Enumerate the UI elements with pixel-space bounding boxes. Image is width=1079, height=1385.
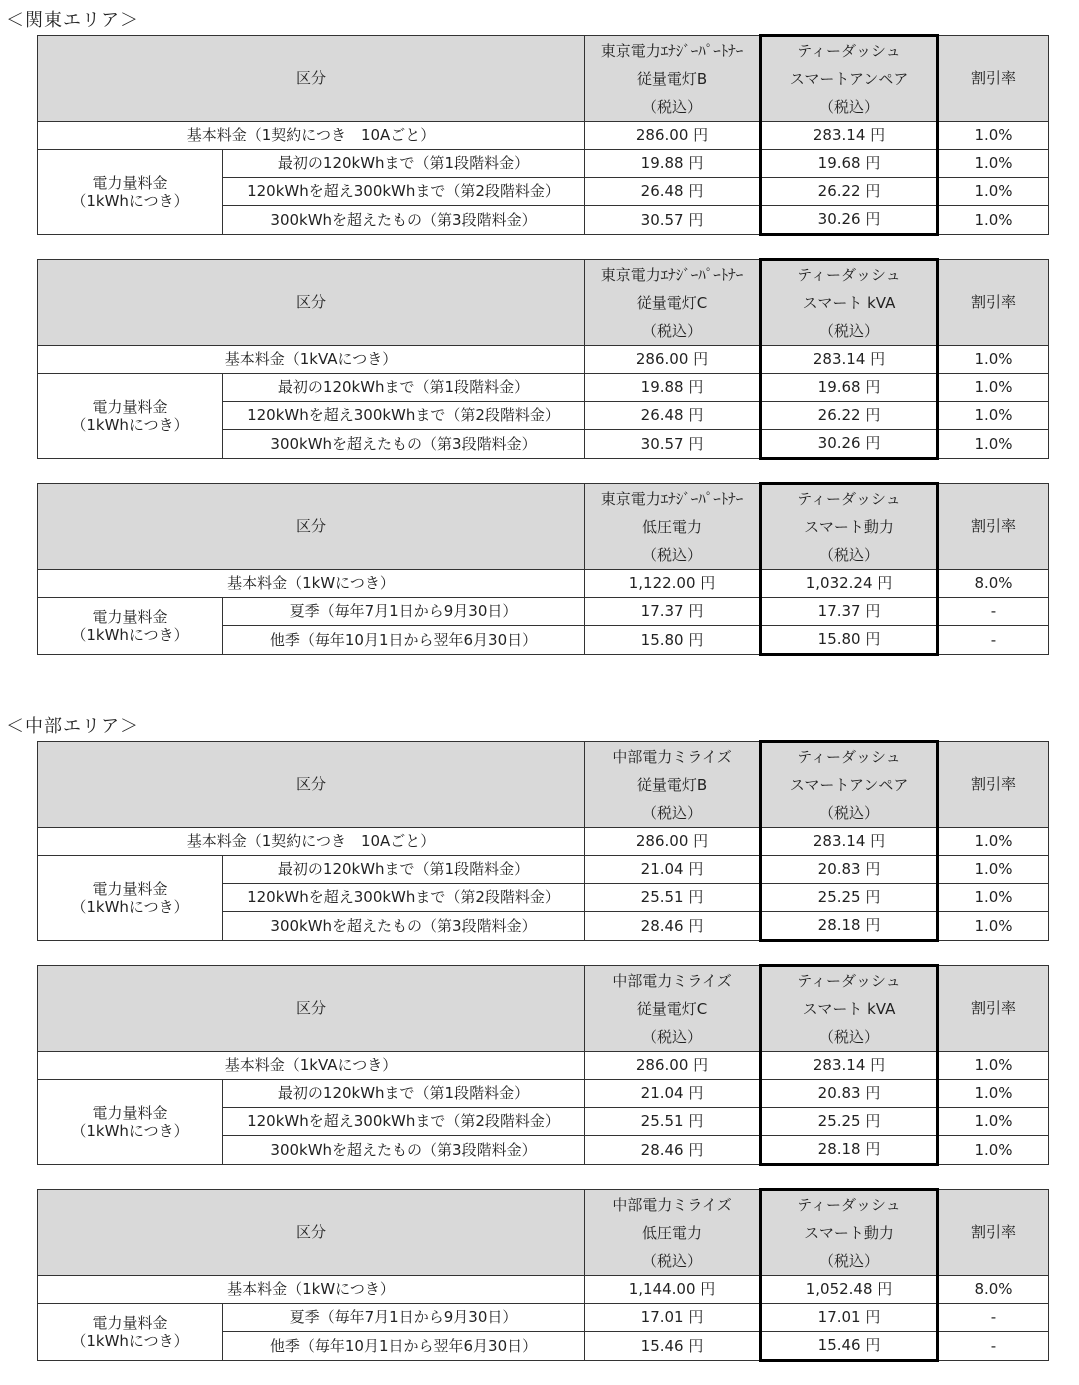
company-price: 17.01 円 (585, 1304, 761, 1332)
tdash-price: 26.22 円 (761, 402, 938, 430)
energy-charge-title: 電力量料金 (92, 1104, 168, 1122)
base-fee-row (38, 570, 1049, 598)
company-price: 26.48 円 (585, 402, 761, 430)
discount-rate: 1.0% (938, 912, 1049, 941)
company-name: 東京電力ｴﾅｼﾞｰﾊﾟｰﾄﾅｰ (600, 265, 744, 284)
discount-header: 割引率 (938, 484, 1049, 570)
discount-rate: - (938, 598, 1049, 626)
company-price: 19.88 円 (585, 150, 761, 178)
energy-charge-label (38, 598, 223, 655)
tdash-plan-name: スマート kVA (802, 1000, 896, 1018)
company-name: 中部電力ミライズ (612, 1195, 732, 1214)
kanto-rate-table-c (37, 258, 1049, 460)
base-fee-row (38, 122, 1049, 150)
tdash-price: 1,052.48 円 (761, 1276, 938, 1304)
tdash-plan-header (761, 260, 938, 346)
energy-charge-title: 電力量料金 (92, 880, 168, 898)
table-row (38, 1080, 1049, 1108)
base-fee-label: 基本料金（1契約につき 10Aごと） (38, 828, 585, 856)
company-price: 286.00 円 (585, 828, 761, 856)
chubu-area-title: ＜中部エリア＞ (6, 716, 139, 737)
discount-rate: 1.0% (938, 374, 1049, 402)
discount-rate: 1.0% (938, 178, 1049, 206)
plan-name: 従量電灯C (636, 293, 708, 312)
season-label: 他季（毎年10月1日から翌年6月30日） (223, 626, 585, 655)
discount-rate: 1.0% (938, 346, 1049, 374)
tdash-price: 283.14 円 (761, 122, 938, 150)
company-name: 中部電力ミライズ (612, 747, 732, 766)
tdash-plan-name: スマート動力 (804, 1224, 894, 1242)
company-price: 1,144.00 円 (585, 1276, 761, 1304)
tax-note: （税込） (819, 546, 880, 564)
discount-rate: 8.0% (938, 570, 1049, 598)
category-header: 区分 (38, 1190, 585, 1276)
plan-name: 従量電灯B (636, 69, 708, 88)
energy-charge-label (38, 856, 223, 941)
company-price: 15.80 円 (585, 626, 761, 655)
company-plan-header (585, 260, 761, 346)
base-fee-label: 基本料金（1kVAにつき） (38, 1052, 585, 1080)
discount-rate: 1.0% (938, 430, 1049, 459)
base-fee-row (38, 346, 1049, 374)
tdash-price: 1,032.24 円 (761, 570, 938, 598)
table-header-row (38, 1190, 1049, 1276)
table-header-row (38, 260, 1049, 346)
tdash-name: ティーダッシュ (797, 42, 901, 60)
energy-charge-label (38, 1080, 223, 1165)
energy-charge-label (38, 374, 223, 459)
tier-label: 120kWhを超え300kWhまで（第2段階料金） (223, 1108, 585, 1136)
category-header: 区分 (38, 260, 585, 346)
tax-note: （税込） (819, 1028, 880, 1046)
table-header-row (38, 742, 1049, 828)
tdash-plan-header (761, 36, 938, 122)
tier-label: 120kWhを超え300kWhまで（第2段階料金） (223, 178, 585, 206)
company-name: 東京電力ｴﾅｼﾞｰﾊﾟｰﾄﾅｰ (600, 41, 744, 60)
energy-charge-unit: （1kWhにつき） (71, 192, 189, 210)
company-plan-header (585, 1190, 761, 1276)
tier-label: 最初の120kWhまで（第1段階料金） (223, 1080, 585, 1108)
base-fee-label: 基本料金（1kWにつき） (38, 570, 585, 598)
tdash-price: 30.26 円 (761, 206, 938, 235)
discount-rate: 1.0% (938, 1052, 1049, 1080)
tax-note: （税込） (819, 1252, 880, 1270)
season-label: 夏季（毎年7月1日から9月30日） (223, 598, 585, 626)
base-fee-label: 基本料金（1kWにつき） (38, 1276, 585, 1304)
tdash-price: 283.14 円 (761, 828, 938, 856)
discount-rate: 1.0% (938, 122, 1049, 150)
company-price: 25.51 円 (585, 884, 761, 912)
discount-rate: - (938, 626, 1049, 655)
company-price: 15.46 円 (585, 1332, 761, 1361)
energy-charge-unit: （1kWhにつき） (71, 1122, 189, 1140)
discount-rate: 1.0% (938, 828, 1049, 856)
category-header: 区分 (38, 36, 585, 122)
tax-note: （税込） (642, 803, 703, 822)
category-header: 区分 (38, 484, 585, 570)
discount-rate: 1.0% (938, 206, 1049, 235)
tdash-plan-header (761, 742, 938, 828)
tdash-name: ティーダッシュ (797, 490, 901, 508)
tdash-name: ティーダッシュ (797, 266, 901, 284)
tdash-price: 20.83 円 (761, 856, 938, 884)
discount-rate: 1.0% (938, 856, 1049, 884)
tdash-price: 15.80 円 (761, 626, 938, 655)
tdash-price: 283.14 円 (761, 346, 938, 374)
tax-note: （税込） (642, 97, 703, 116)
energy-charge-title: 電力量料金 (92, 174, 168, 192)
tdash-price: 20.83 円 (761, 1080, 938, 1108)
energy-charge-title: 電力量料金 (92, 398, 168, 416)
table-row (38, 856, 1049, 884)
tier-label: 300kWhを超えたもの（第3段階料金） (223, 206, 585, 235)
company-price: 28.46 円 (585, 912, 761, 941)
tdash-price: 19.68 円 (761, 374, 938, 402)
plan-name: 従量電灯C (636, 999, 708, 1018)
tax-note: （税込） (642, 1251, 703, 1270)
tdash-plan-header (761, 484, 938, 570)
tdash-price: 17.37 円 (761, 598, 938, 626)
tdash-price: 28.18 円 (761, 912, 938, 941)
base-fee-label: 基本料金（1契約につき 10Aごと） (38, 122, 585, 150)
company-price: 26.48 円 (585, 178, 761, 206)
company-price: 28.46 円 (585, 1136, 761, 1165)
company-price: 30.57 円 (585, 206, 761, 235)
tier-label: 最初の120kWhまで（第1段階料金） (223, 150, 585, 178)
season-label: 夏季（毎年7月1日から9月30日） (223, 1304, 585, 1332)
tdash-price: 25.25 円 (761, 884, 938, 912)
tdash-plan-name: スマートアンペア (789, 70, 909, 88)
discount-header: 割引率 (938, 36, 1049, 122)
discount-rate: 1.0% (938, 402, 1049, 430)
discount-header: 割引率 (938, 260, 1049, 346)
company-plan-header (585, 36, 761, 122)
discount-rate: 1.0% (938, 1136, 1049, 1165)
base-fee-row (38, 1276, 1049, 1304)
tdash-plan-name: スマート動力 (804, 518, 894, 536)
table-header-row (38, 36, 1049, 122)
tdash-price: 30.26 円 (761, 430, 938, 459)
company-price: 21.04 円 (585, 856, 761, 884)
tier-label: 120kWhを超え300kWhまで（第2段階料金） (223, 402, 585, 430)
company-plan-header (585, 484, 761, 570)
company-name: 東京電力ｴﾅｼﾞｰﾊﾟｰﾄﾅｰ (600, 489, 744, 508)
tdash-price: 26.22 円 (761, 178, 938, 206)
tdash-name: ティーダッシュ (797, 972, 901, 990)
discount-header: 割引率 (938, 1190, 1049, 1276)
base-fee-row (38, 828, 1049, 856)
discount-rate: 8.0% (938, 1276, 1049, 1304)
company-price: 19.88 円 (585, 374, 761, 402)
tier-label: 300kWhを超えたもの（第3段階料金） (223, 430, 585, 459)
company-plan-header (585, 742, 761, 828)
category-header: 区分 (38, 966, 585, 1052)
tier-label: 120kWhを超え300kWhまで（第2段階料金） (223, 884, 585, 912)
energy-charge-title: 電力量料金 (92, 1314, 168, 1332)
table-row (38, 598, 1049, 626)
discount-rate: 1.0% (938, 1108, 1049, 1136)
discount-rate: 1.0% (938, 150, 1049, 178)
tier-label: 300kWhを超えたもの（第3段階料金） (223, 912, 585, 941)
season-label: 他季（毎年10月1日から翌年6月30日） (223, 1332, 585, 1361)
discount-rate: 1.0% (938, 884, 1049, 912)
tdash-price: 17.01 円 (761, 1304, 938, 1332)
base-fee-row (38, 1052, 1049, 1080)
table-header-row (38, 484, 1049, 570)
chubu-rate-table-c (37, 964, 1049, 1166)
tdash-price: 283.14 円 (761, 1052, 938, 1080)
discount-rate: 1.0% (938, 1080, 1049, 1108)
tdash-price: 28.18 円 (761, 1136, 938, 1165)
discount-header: 割引率 (938, 966, 1049, 1052)
table-header-row (38, 966, 1049, 1052)
kanto-rate-table-lowvoltage (37, 482, 1049, 656)
tax-note: （税込） (819, 804, 880, 822)
energy-charge-unit: （1kWhにつき） (71, 1332, 189, 1350)
energy-charge-label (38, 150, 223, 235)
discount-rate: - (938, 1332, 1049, 1361)
tdash-name: ティーダッシュ (797, 1196, 901, 1214)
company-plan-header (585, 966, 761, 1052)
tax-note: （税込） (642, 1027, 703, 1046)
company-price: 286.00 円 (585, 122, 761, 150)
kanto-rate-table-b (37, 34, 1049, 236)
discount-header: 割引率 (938, 742, 1049, 828)
company-price: 30.57 円 (585, 430, 761, 459)
tdash-plan-name: スマート kVA (802, 294, 896, 312)
energy-charge-unit: （1kWhにつき） (71, 416, 189, 434)
tax-note: （税込） (642, 321, 703, 340)
kanto-area-title: ＜関東エリア＞ (6, 10, 139, 31)
energy-charge-title: 電力量料金 (92, 608, 168, 626)
discount-rate: - (938, 1304, 1049, 1332)
plan-name: 低圧電力 (642, 517, 703, 536)
tdash-price: 15.46 円 (761, 1332, 938, 1361)
table-row (38, 1304, 1049, 1332)
tdash-name: ティーダッシュ (797, 748, 901, 766)
energy-charge-label (38, 1304, 223, 1361)
tax-note: （税込） (642, 545, 703, 564)
tier-label: 最初の120kWhまで（第1段階料金） (223, 374, 585, 402)
base-fee-label: 基本料金（1kVAにつき） (38, 346, 585, 374)
category-header: 区分 (38, 742, 585, 828)
energy-charge-unit: （1kWhにつき） (71, 626, 189, 644)
tier-label: 300kWhを超えたもの（第3段階料金） (223, 1136, 585, 1165)
company-price: 286.00 円 (585, 346, 761, 374)
plan-name: 従量電灯B (636, 775, 708, 794)
plan-name: 低圧電力 (642, 1223, 703, 1242)
tdash-plan-header (761, 1190, 938, 1276)
tdash-price: 19.68 円 (761, 150, 938, 178)
tier-label: 最初の120kWhまで（第1段階料金） (223, 856, 585, 884)
company-price: 21.04 円 (585, 1080, 761, 1108)
tdash-plan-name: スマートアンペア (789, 776, 909, 794)
company-price: 17.37 円 (585, 598, 761, 626)
company-price: 286.00 円 (585, 1052, 761, 1080)
table-row (38, 150, 1049, 178)
company-price: 1,122.00 円 (585, 570, 761, 598)
tdash-plan-header (761, 966, 938, 1052)
chubu-rate-table-lowvoltage (37, 1188, 1049, 1362)
energy-charge-unit: （1kWhにつき） (71, 898, 189, 916)
chubu-rate-table-b (37, 740, 1049, 942)
company-price: 25.51 円 (585, 1108, 761, 1136)
table-row (38, 374, 1049, 402)
tdash-price: 25.25 円 (761, 1108, 938, 1136)
tax-note: （税込） (819, 322, 880, 340)
tax-note: （税込） (819, 98, 880, 116)
company-name: 中部電力ミライズ (612, 971, 732, 990)
